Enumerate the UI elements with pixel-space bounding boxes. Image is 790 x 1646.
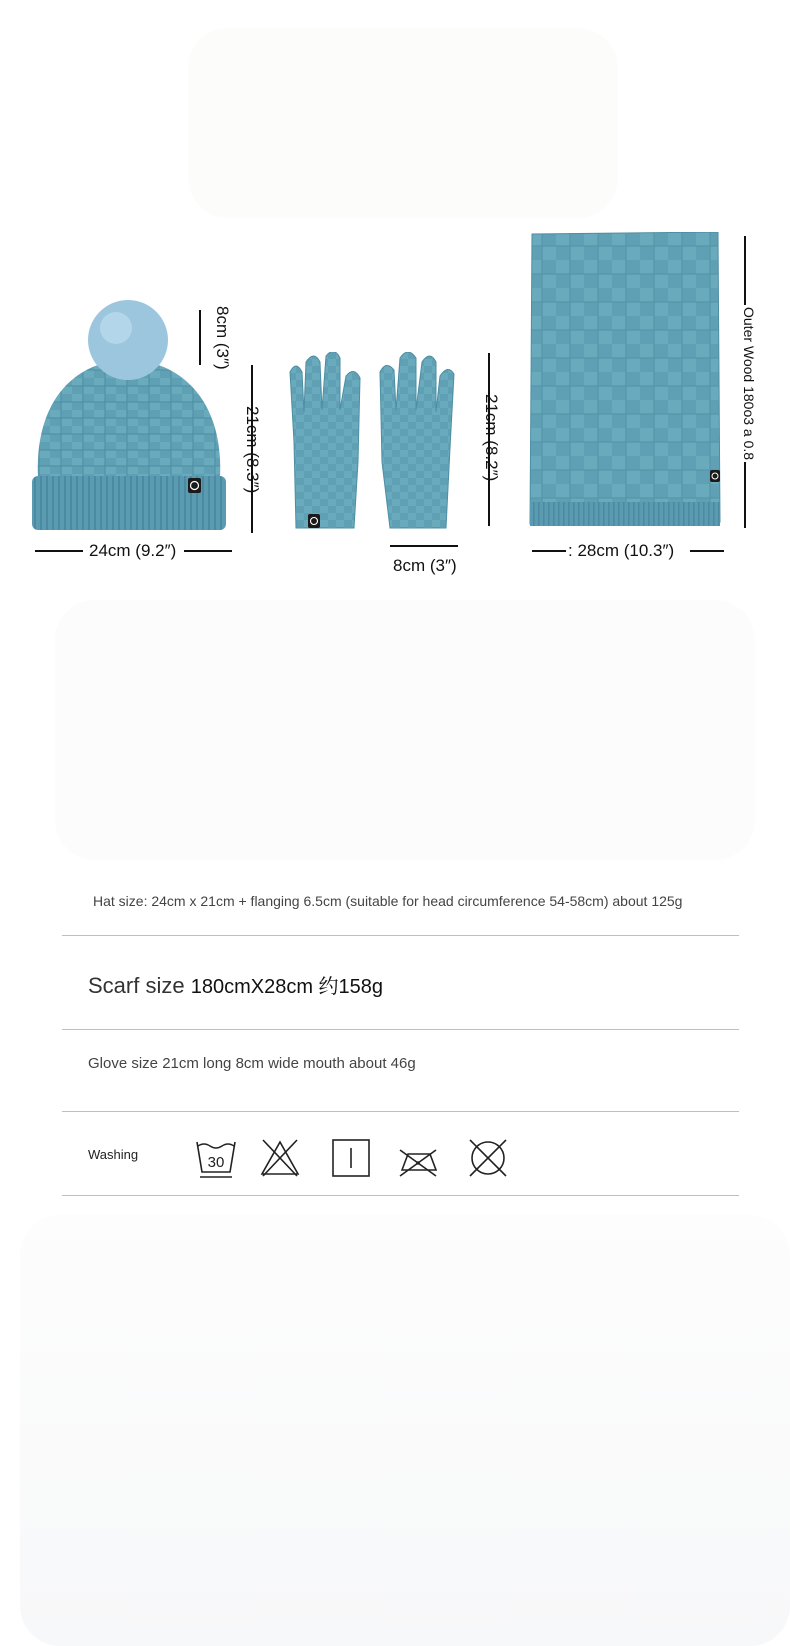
background-haze-bottom <box>20 1215 790 1646</box>
divider-1 <box>62 935 739 936</box>
hat-height-dimension-label: 21cm (8.3″) <box>243 406 262 494</box>
wash-30-icon <box>194 1136 238 1180</box>
hat-width-dimension-line-right <box>184 550 232 552</box>
scarf-width-dimension-line-right <box>690 550 724 552</box>
background-haze-middle <box>55 600 755 860</box>
washing-label: Washing <box>88 1147 139 1162</box>
tumble-dry-icon <box>329 1136 373 1180</box>
scarf-length-dimension-label: Outer Wood 180o3 a 0.8 <box>741 307 757 461</box>
wash-temp-label: 30 <box>207 1154 225 1171</box>
product-photo-scarf <box>528 232 724 540</box>
divider-2 <box>62 1029 739 1030</box>
hat-pompom-dimension-line <box>199 310 201 365</box>
scarf-width-dimension-label: : 28cm (10.3″) <box>568 541 675 560</box>
scarf-size-value: 180cmX28cm 约158g <box>190 976 384 998</box>
divider-3 <box>62 1111 739 1112</box>
no-iron-icon <box>396 1136 440 1180</box>
no-bleach-icon <box>258 1136 302 1180</box>
scarf-size-label: Scarf size <box>88 973 191 998</box>
scarf-size-text <box>88 970 383 999</box>
hat-size-text: Hat size: 24cm x 21cm + flanging 6.5cm (suitable for head circumference 54-58cm) about 125g <box>93 893 683 909</box>
product-photo-gloves <box>288 352 468 532</box>
no-dry-clean-icon <box>466 1136 510 1180</box>
glove-size-text: Glove size 21cm long 8cm wide mouth about 46g <box>88 1055 416 1072</box>
scarf-width-dimension-line-left <box>532 550 566 552</box>
hat-pompom-dimension-label: 8cm (3″) <box>213 306 232 370</box>
product-photo-hat <box>28 298 228 536</box>
glove-width-dimension-label: 8cm (3″) <box>393 556 457 575</box>
hat-width-dimension-line-left <box>35 550 83 552</box>
hat-width-dimension-label: 24cm (9.2″) <box>89 541 177 560</box>
glove-length-dimension-label: 21cm (8.2″) <box>482 394 501 482</box>
background-haze-top <box>188 28 618 218</box>
divider-4 <box>62 1195 739 1196</box>
glove-width-dimension-line <box>390 545 458 547</box>
